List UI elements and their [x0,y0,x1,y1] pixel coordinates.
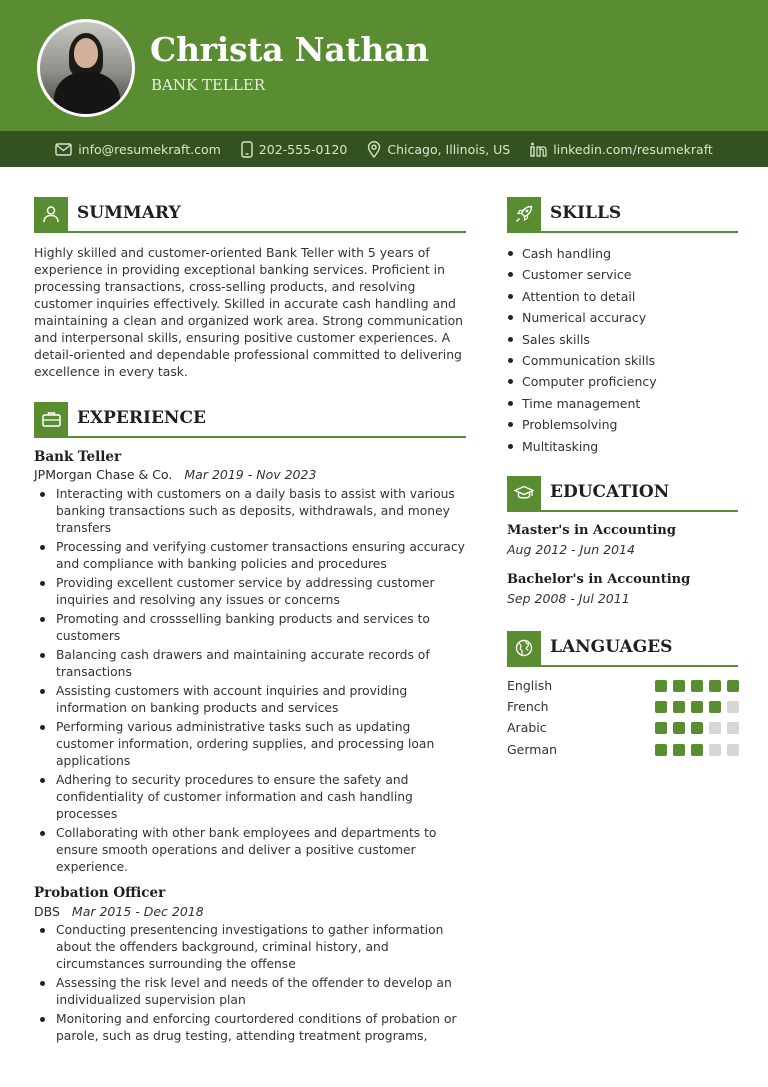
candidate-role: BANK TELLER [151,76,266,94]
globe-icon [507,631,541,665]
contact-location[interactable] [367,141,510,158]
list-item: Problemsolving [507,414,737,435]
list-item: Interacting with customers on a daily basis to assist with various banking transactions such as deposits, withdrawals, and money transfers [34,486,466,538]
level-dot-filled [709,680,721,692]
education-dates: Aug 2012 - Jun 2014 [507,542,635,557]
list-item: Attention to detail [507,286,737,307]
job-bullets [34,922,466,1047]
education-title: EDUCATION [550,482,670,502]
level-dot-empty [727,701,739,713]
mail-icon [55,143,72,156]
rocket-icon [507,197,541,231]
list-item: Time management [507,393,737,414]
language-row [507,742,739,760]
level-dot-filled [655,744,667,756]
location-pin-icon [367,141,381,158]
contact-phone[interactable] [241,141,348,158]
job-company: DBS [34,904,60,919]
linkedin-icon [530,142,547,157]
language-name: French [507,699,549,714]
profile-photo [37,19,135,117]
skills-list [507,243,737,457]
list-item: Monitoring and enforcing courtordered conditions of probation or parole, such as drug testing, attending treatment programs, [34,1011,466,1045]
contact-linkedin[interactable] [530,142,713,157]
education-degree: Master's in Accounting [507,523,676,538]
education-section-header [507,476,738,512]
level-dot-filled [691,701,703,713]
contact-location-text: Chicago, Illinois, US [387,141,511,157]
list-item: Balancing cash drawers and maintaining accurate records of transactions [34,647,466,681]
job-meta [34,904,204,919]
language-name: English [507,678,553,693]
language-level [655,744,739,756]
level-dot-filled [673,680,685,692]
list-item: Assisting customers with account inquiries and providing information on banking products and services [34,683,466,717]
candidate-name: Christa Nathan [150,30,429,69]
experience-section-header [34,402,466,438]
language-row [507,678,739,696]
job-dates: Mar 2015 - Dec 2018 [71,904,204,919]
list-item: Collaborating with other bank employees and departments to ensure smooth operations and deliver a positive customer experience. [34,825,466,877]
list-item: Performing various administrative tasks such as updating customer information, ordering supplies, and processing loan applications [34,719,466,771]
language-name: German [507,742,558,757]
job-title: Probation Officer [34,885,166,901]
education-dates: Sep 2008 - Jul 2011 [507,591,630,606]
list-item: Communication skills [507,350,737,371]
summary-section-header [34,197,466,233]
job-meta [34,467,316,482]
list-item: Sales skills [507,329,737,350]
list-item: Numerical accuracy [507,307,737,328]
level-dot-filled [691,722,703,734]
list-item: Cash handling [507,243,737,264]
level-dot-filled [727,680,739,692]
level-dot-filled [673,722,685,734]
level-dot-filled [691,680,703,692]
list-item: Conducting presentencing investigations to gather information about the offenders background, criminal history, and circumstances surrounding the offense [34,922,466,974]
summary-title: SUMMARY [77,203,181,223]
language-level [655,701,739,713]
language-level [655,680,739,692]
contact-email-text: info@resumekraft.com [78,141,221,157]
level-dot-filled [655,722,667,734]
phone-icon [241,141,253,158]
graduation-cap-icon [507,476,541,510]
list-item: Assessing the risk level and needs of the offender to develop an individualized supervision plan [34,975,466,1009]
education-degree: Bachelor's in Accounting [507,572,691,587]
level-dot-filled [691,744,703,756]
skills-title: SKILLS [550,203,622,223]
list-item: Computer proficiency [507,371,737,392]
list-item: Providing excellent customer service by addressing customer inquiries and resolving any issues or concerns [34,575,466,609]
language-row [507,720,739,738]
list-item: Promoting and crossselling banking products and services to customers [34,611,466,645]
level-dot-filled [655,680,667,692]
level-dot-filled [673,701,685,713]
level-dot-filled [673,744,685,756]
languages-section-header [507,631,738,667]
list-item: Customer service [507,264,737,285]
list-item: Adhering to security procedures to ensure the safety and confidentiality of customer information and cash handling processes [34,772,466,824]
level-dot-filled [655,701,667,713]
list-item: Processing and verifying customer transactions ensuring accuracy and compliance with banking policies and procedures [34,539,466,573]
contact-linkedin-text: linkedin.com/resumekraft [553,141,713,157]
job-company: JPMorgan Chase & Co. [34,467,173,482]
header-banner [0,0,768,131]
list-item: Multitasking [507,436,737,457]
language-level [655,722,739,734]
user-icon [34,197,68,231]
level-dot-empty [709,722,721,734]
job-bullets [34,486,466,878]
contact-bar [0,131,768,167]
level-dot-empty [709,744,721,756]
briefcase-icon [34,402,68,436]
job-dates: Mar 2019 - Nov 2023 [184,467,317,482]
level-dot-filled [709,701,721,713]
contact-email[interactable] [55,142,221,157]
level-dot-empty [727,722,739,734]
contact-phone-text: 202-555-0120 [258,141,348,157]
language-name: Arabic [507,720,547,735]
languages-title: LANGUAGES [550,637,673,657]
skills-section-header [507,197,738,233]
level-dot-empty [727,744,739,756]
experience-title: EXPERIENCE [77,408,206,428]
summary-text: Highly skilled and customer-oriented Bank Teller with 5 years of experience in providing exceptional banking services. Proficient in processing transactions, cross-selling products, and resolving customer inquiries effectively. Skilled in accurate cash handling and maintaining a clean and organized work area. Strong communication and interpersonal skills, ensuring positive customer experiences. A detail-oriented and dependable professional committed to delivering excellence in every task. [34,245,464,379]
language-row [507,699,739,717]
job-title: Bank Teller [34,449,122,465]
